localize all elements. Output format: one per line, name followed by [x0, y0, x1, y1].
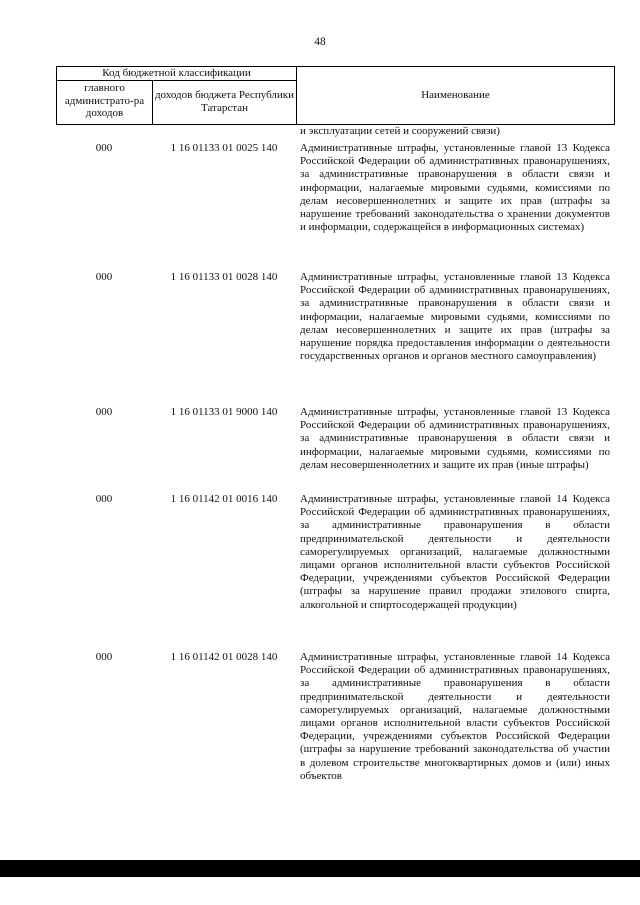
scan-edge-bar	[0, 860, 640, 877]
income-code: 1 16 01133 01 9000 140	[170, 406, 278, 418]
row-description: Административные штрафы, установленные главой 13 Кодекса Российской Федерации об административных правонарушениях, за административные правонарушения в области связи и информации, налагаемые мировыми судьями, комиссиями по делам несовершеннолетних и защите их прав (штрафы за нарушение требований законодательства о хранении документов и информации, содержащейся в информационных системах)	[300, 142, 610, 234]
row-description: Административные штрафы, установленные главой 14 Кодекса Российской Федерации об административных правонарушениях, за административные правонарушения в области предпринимательской деятельности и деятельности саморегулируемых организаций, налагаемые должностными лицами органов исполнительной власти субъектов Российской Федерации, учреждениями субъектов Российской Федерации (штрафы за нарушение требований законодательства об участии в долевом строительстве многоквартирных домов и (или) иных объектов	[300, 651, 610, 782]
continuation-text: и эксплуатации сетей и сооружений связи)	[300, 125, 500, 137]
header-col-income: доходов бюджета Республики Татарстан	[154, 89, 295, 114]
row-description: Административные штрафы, установленные главой 14 Кодекса Российской Федерации об административных правонарушениях, за административные правонарушения в области предпринимательской деятельности и деятельности саморегулируемых организаций, налагаемые должностными лицами органов исполнительной власти субъектов Российской Федерации, учреждениями субъектов Российской Федерации (штрафы за нарушение правил продажи этилового спирта, алкогольной и спиртосодержащей продукции)	[300, 493, 610, 611]
row-description: Административные штрафы, установленные главой 13 Кодекса Российской Федерации об административных правонарушениях, за административные правонарушения в области связи и информации, налагаемые мировыми судьями, комиссиями по делам несовершеннолетних и защите их прав (иные штрафы)	[300, 406, 610, 471]
income-code: 1 16 01142 01 0028 140	[170, 651, 278, 663]
admin-code: 000	[95, 493, 113, 505]
admin-code: 000	[95, 406, 113, 418]
admin-code: 000	[95, 271, 113, 283]
admin-code: 000	[95, 142, 113, 154]
header-divider	[57, 80, 296, 81]
admin-code: 000	[95, 651, 113, 663]
row-description: Административные штрафы, установленные главой 13 Кодекса Российской Федерации об административных правонарушениях, за административные правонарушения в области связи и информации, налагаемые мировыми судьями, комиссиями по делам несовершеннолетних и защите их прав (штрафы за нарушение порядка предоставления информации о деятельности государственных органов и органов местного самоуправления)	[300, 271, 610, 363]
table-header	[56, 66, 615, 125]
header-col-name: Наименование	[421, 89, 490, 101]
income-code: 1 16 01133 01 0028 140	[170, 271, 278, 283]
income-code: 1 16 01133 01 0025 140	[170, 142, 278, 154]
page-number: 48	[314, 36, 326, 48]
header-group-title: Код бюджетной классификации	[102, 67, 251, 79]
income-code: 1 16 01142 01 0016 140	[170, 493, 278, 505]
header-col-admin: главного администрато-ра доходов	[64, 82, 145, 119]
